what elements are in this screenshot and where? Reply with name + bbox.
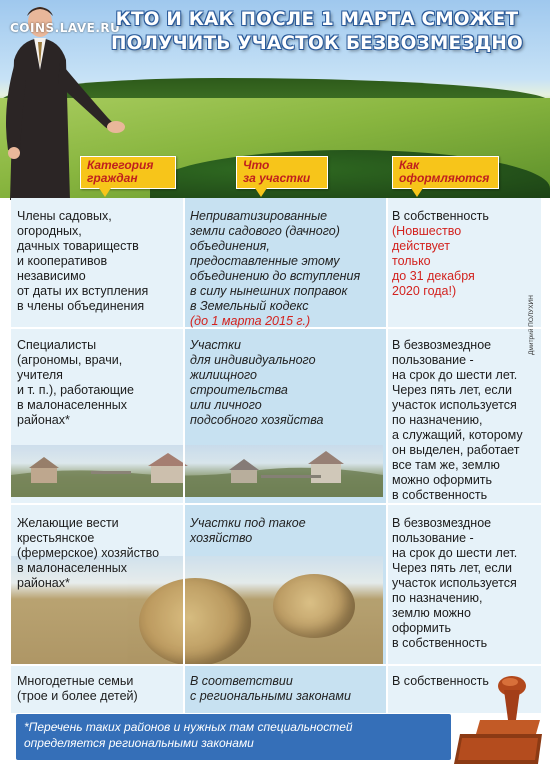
novelty-note [392,224,532,299]
text-line: Многодетные семьи [17,674,134,688]
text-line: Участки [190,338,241,352]
text-line: огородных, [17,224,82,238]
row2-plots [190,338,385,428]
text-line: в силу нынешних поправок [190,284,348,298]
text-line: (Новшество [392,224,462,238]
row4-plots [190,674,385,704]
footnote-text [24,719,444,751]
row3-plots [190,516,385,546]
text-line: по назначению, [392,413,483,427]
text-line: Члены садовых, [17,209,112,223]
title-line-1: КТО И КАК ПОСЛЕ 1 МАРТА СМОЖЕТ [115,9,519,30]
text-line: в члены объединения [17,299,145,313]
text-line: действует [392,239,450,253]
title-line-2: ПОЛУЧИТЬ УЧАСТОК БЕЗВОЗМЕЗДНО [111,33,523,54]
rubber-stamp-icon [450,668,542,768]
text-line: Неприватизированные [190,209,328,223]
text-line: с региональными законами [190,689,351,703]
text-line: (фермерское) хозяйство [17,546,160,560]
text-line: в собственность [392,488,488,502]
text-line: и кооперативов [17,254,108,268]
text-line: только [392,254,431,268]
watermark: COINS.LAVE.RU [10,21,121,35]
text-line: на срок до шести лет. [392,546,518,560]
text-line: объединения, [190,239,270,253]
text-line: земли садового (дачного) [190,224,340,238]
text-line: В соответствии [190,674,293,688]
text-line: все там же, землю [392,458,500,472]
row1-how [392,209,532,299]
text-line: В безвозмездное [392,338,492,352]
text-line: для индивидуального [190,353,316,367]
text-line: районах* [17,413,70,427]
text-line: в малонаселенных [17,561,127,575]
text-line: Через пять лет, если [392,383,512,397]
row4-category [17,674,182,704]
text-line: Желающие вести [17,516,119,530]
text-line: по назначению, [392,591,483,605]
footnote-box [16,714,451,760]
text-line: Через пять лет, если [392,561,512,575]
text-line: участок используется [392,576,517,590]
text-line: а служащий, которому [392,428,523,442]
text-line: до 31 декабря [392,269,475,283]
text-line: или личного [190,398,262,412]
row1-category [17,209,182,314]
text-line: (трое и более детей) [17,689,138,703]
text-line: В безвозмездное [392,516,492,530]
text-line: можно оформить [392,473,493,487]
hay-bale-2 [273,574,355,638]
text-line: (агрономы, врачи, [17,353,123,367]
text-line: независимо [17,269,86,283]
text-line: землю можно [392,606,471,620]
text-line: Участки под такое [190,516,306,530]
text-line: предоставленные этому [190,254,340,268]
column-divider [386,198,388,713]
row3-category [17,516,182,591]
text-line: районах* [17,576,70,590]
text-line: оформить [392,621,451,635]
text-line: хозяйство [190,531,253,545]
row2-how [392,338,537,503]
text-line: он выделен, работает [392,443,520,457]
text-line: объединению до вступления [190,269,361,283]
row3-how [392,516,537,651]
column-label-how [392,156,499,189]
column-label-plots-line1: Что [243,158,270,172]
text-line: в малонаселенных [17,398,127,412]
text-line: 2020 года!) [392,284,457,298]
text-line: В собственность [392,209,489,223]
text-line: от даты их вступления [17,284,149,298]
column-label-how-line1: Как [399,158,420,172]
text-line: В собственность [392,674,489,688]
footnote-line: *Перечень таких районов и нужных там специальностей [24,720,353,734]
plots-date-note: (до 1 марта 2015 г.) [190,314,311,328]
column-label-plots [236,156,328,189]
text-line: жилищного [190,368,257,382]
column-label-how-line2: оформляются [399,171,490,185]
column-divider [183,198,185,713]
text-line: в собственность [392,636,488,650]
column-label-plots-line2: за участки [243,171,311,185]
text-line: учителя [17,368,63,382]
row1-plots [190,209,385,329]
text-line: на срок до шести лет. [392,368,518,382]
row-divider [11,664,541,666]
text-line: строительства [190,383,288,397]
village-photo [11,445,383,497]
text-line: пользование - [392,531,474,545]
text-line: участок используется [392,398,517,412]
row-divider [11,503,541,505]
footnote-line: определяется региональными законами [24,736,254,750]
column-label-category [80,156,176,189]
text-line: и т. п.), работающие [17,383,134,397]
column-label-category-line2: граждан [87,171,138,185]
text-line: крестьянское [17,531,95,545]
text-line: пользование - [392,353,474,367]
column-label-category-line1: Категория [87,158,154,172]
page-title [92,8,542,56]
text-line: подсобного хозяйства [190,413,324,427]
row2-category [17,338,182,428]
author-credit: Дмитрий ПОЛУХИН [528,295,535,355]
text-line: в Земельный кодекс [190,299,309,313]
text-line: Специалисты [17,338,97,352]
text-line: дачных товариществ [17,239,139,253]
